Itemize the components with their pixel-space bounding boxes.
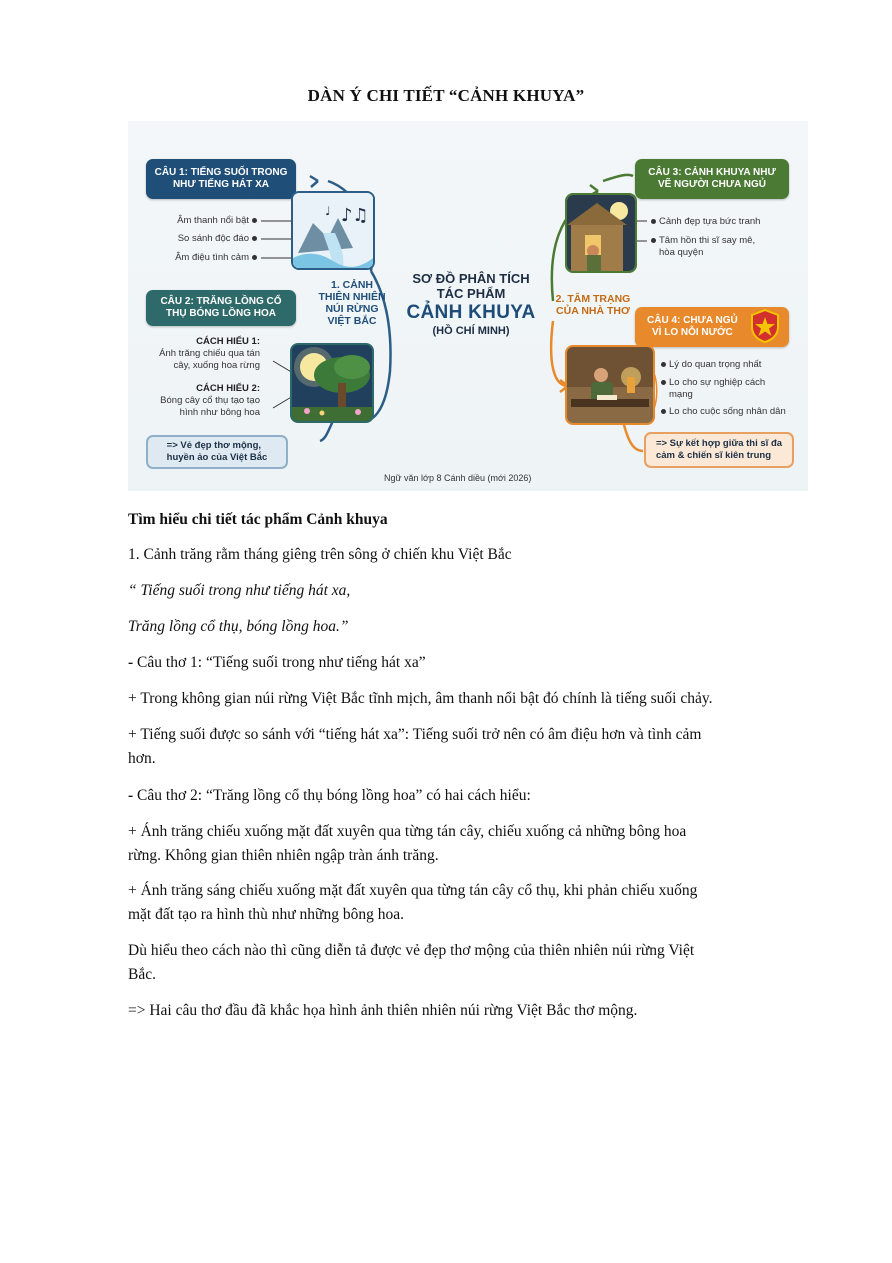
paragraph-3 xyxy=(128,820,818,868)
paragraph-5 xyxy=(128,939,818,987)
cau2-way1-text-line2: cây, xuống hoa rừng xyxy=(173,360,260,371)
center-title-line1: SƠ ĐỒ PHÂN TÍCH xyxy=(412,271,530,286)
paragraph-2 xyxy=(128,723,818,771)
cau4-title-line2: VÌ LO NỖI NƯỚC xyxy=(651,327,733,338)
verse-line-2: Trăng lồng cổ thụ, bóng lồng hoa.” xyxy=(128,618,349,635)
center-title-line4: (HỒ CHÍ MINH) xyxy=(432,325,510,337)
cau3-point-2: Tâm hồn thi sĩ say mê, hòa quyện xyxy=(648,235,798,259)
cau2-summary-line1: => Vẻ đẹp thơ mộng, xyxy=(166,440,262,451)
cau2-summary-box xyxy=(146,435,288,469)
cau1-title-line2: NHƯ TIẾNG HÁT XA xyxy=(172,179,270,190)
section-1-title: 1. Cảnh trăng rằm tháng giêng trên sông ở chiến khu Việt Bắc xyxy=(128,546,512,563)
cau4-point-1: Lý do quan trọng nhất xyxy=(658,359,808,371)
cau4-title-line1: CÂU 4: CHƯA NGỦ xyxy=(647,315,738,326)
cau1-point-3: Âm điệu tình cảm xyxy=(148,252,260,264)
cau3-title-line1: CÂU 3: CẢNH KHUYA NHƯ xyxy=(648,167,776,178)
star-shield-icon xyxy=(750,309,780,343)
verse-2-point-text: Câu thơ 2: “Trăng lồng cổ thụ bóng lồng hoa” có hai cách hiểu: xyxy=(133,787,531,804)
cau3-title-line2: VẼ NGƯỜI CHƯA NGỦ xyxy=(657,179,767,190)
cau2-way1 xyxy=(138,336,260,372)
cau2-way2 xyxy=(138,383,260,419)
cau3-title-box xyxy=(635,159,789,199)
paragraph-3-line2: rừng. Không gian thiên nhiên ngập tràn ánh trăng. xyxy=(128,847,439,864)
cau2-summary-line2: huyền ảo của Việt Bắc xyxy=(166,452,268,463)
mind-map-figure xyxy=(128,121,808,491)
paragraph-5-line2: Bắc. xyxy=(128,966,156,983)
cau2-way2-label: CÁCH HIỂU 2: xyxy=(196,383,260,394)
cau2-way1-label: CÁCH HIỂU 1: xyxy=(196,336,260,347)
cau2-way1-text-line1: Ánh trăng chiếu qua tán xyxy=(159,348,260,359)
verse-line-1: “ Tiếng suối trong như tiếng hát xa, xyxy=(128,582,351,599)
section-heading: Tìm hiểu chi tiết tác phẩm Cảnh khuya xyxy=(128,511,388,528)
cau4-point-2: Lo cho sự nghiệp cách mạng xyxy=(658,377,808,401)
cau2-title-line2: THỤ BÓNG LỒNG HOA xyxy=(165,308,276,319)
cau2-title-line1: CÂU 2: TRĂNG LỒNG CỔ xyxy=(160,296,282,307)
paragraph-2-line2: hơn. xyxy=(128,750,156,767)
cau2-way2-text-line1: Bóng cây cổ thụ tạo tạo xyxy=(160,395,260,406)
dash-marker: - xyxy=(128,654,134,671)
cau2-title-box xyxy=(146,290,296,326)
cau4-summary-line1: => Sự kết hợp giữa thi sĩ đa xyxy=(655,438,783,449)
paragraph-1: + Trong không gian núi rừng Việt Bắc tĩnh mịch, âm thanh nổi bật đó chính là tiếng suối chảy. xyxy=(128,690,713,707)
paragraph-6: => Hai câu thơ đầu đã khắc họa hình ảnh thiên nhiên núi rừng Việt Bắc thơ mộng. xyxy=(128,1002,638,1019)
cau1-title-line1: CÂU 1: TIẾNG SUỐI TRONG xyxy=(154,167,288,178)
center-title-line3: CẢNH KHUYA xyxy=(406,302,536,323)
cau1-point-1: Âm thanh nổi bật xyxy=(148,215,260,227)
branch-1-label: 1. CẢNH THIÊN NHIÊN NÚI RỪNG VIỆT BẮC xyxy=(318,279,386,327)
cau3-point-1: Cảnh đẹp tựa bức tranh xyxy=(648,216,798,228)
hut-moon-icon xyxy=(565,193,637,273)
cau1-point-2: So sánh độc đáo xyxy=(148,233,260,245)
poet-writing-icon xyxy=(565,345,655,425)
document-title: DÀN Ý CHI TIẾT “CẢNH KHUYA” xyxy=(307,86,585,105)
moon-tree-icon xyxy=(290,343,374,423)
cau2-way2-text-line2: hình như bông hoa xyxy=(179,407,260,418)
paragraph-4-line2: mặt đất tạo ra hình thù như những bông hoa. xyxy=(128,906,404,923)
waterfall-icon xyxy=(291,191,375,270)
verse-1-point-text: Câu thơ 1: “Tiếng suối trong như tiếng hát xa” xyxy=(133,654,426,671)
center-title xyxy=(398,271,544,338)
paragraph-5-line1: Dù hiểu theo cách nào thì cũng diễn tả được vẻ đẹp thơ mộng của thiên nhiên núi rừng Việt xyxy=(128,942,695,959)
music-notes-icon: ♪♫ xyxy=(341,205,369,226)
figure-credit: Ngữ văn lớp 8 Cánh diều (mới 2026) xyxy=(384,473,532,483)
svg-text:♩: ♩ xyxy=(325,204,331,218)
dash-marker: - xyxy=(128,787,134,804)
cau4-summary-box xyxy=(644,432,794,468)
paragraph-4 xyxy=(128,879,818,927)
paragraph-4-line1: + Ánh trăng sáng chiếu xuống mặt đất xuyên qua từng tán cây cổ thụ, khi phản chiếu xuống xyxy=(128,882,698,899)
branch-2-label: 2. TÂM TRẠNG CỦA NHÀ THƠ xyxy=(555,293,631,317)
paragraph-2-line1: + Tiếng suối được so sánh với “tiếng hát xa”: Tiếng suối trở nên có âm điệu hơn và tình cảm xyxy=(128,726,702,743)
paragraph-3-line1: + Ánh trăng chiếu xuống mặt đất xuyên qua từng tán cây, chiếu xuống cả những bông hoa xyxy=(128,823,687,840)
center-title-line2: TÁC PHẨM xyxy=(436,286,506,301)
cau4-point-3: Lo cho cuộc sống nhân dân xyxy=(658,406,808,418)
cau4-summary-line2: cảm & chiến sĩ kiên trung xyxy=(655,450,772,461)
verse-1-point xyxy=(128,651,818,675)
cau1-title-box xyxy=(146,159,296,199)
verse-2-point xyxy=(128,784,818,808)
